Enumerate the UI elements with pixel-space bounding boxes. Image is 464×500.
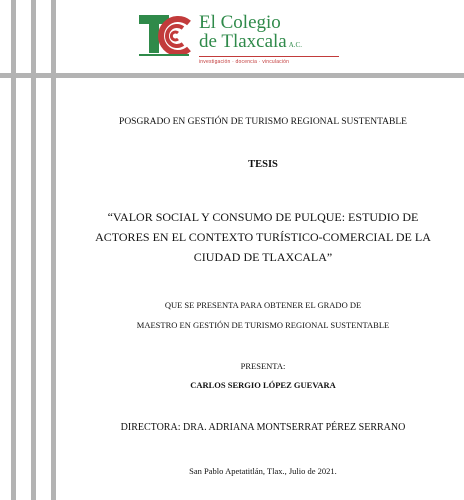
logo-tagline: investigación · docencia · vinculación [199, 59, 290, 65]
degree-purpose-line-2: MAESTRO EN GESTIÓN DE TURISMO REGIONAL SUSTENTABLE [136, 320, 390, 330]
decorative-horizontal-stripe [0, 73, 464, 78]
colegio-logo-text [199, 13, 349, 65]
logo-line-2-text: de Tlaxcala [199, 31, 287, 52]
director-name: DIRECTORA: DRA. ADRIANA MONTSERRAT PÉREZ SERRANO [120, 422, 406, 433]
logo-line-1: El Colegio [199, 12, 281, 33]
program-name: POSGRADO EN GESTIÓN DE TURISMO REGIONAL SUSTENTABLE [119, 117, 407, 127]
presenta-label: PRESENTA: [240, 361, 286, 371]
thesis-title-line: “VALOR SOCIAL Y CONSUMO DE PULQUE: ESTUDIO DE [107, 210, 419, 224]
thesis-title-line: CIUDAD DE TLAXCALA” [193, 250, 333, 264]
colegio-logo [137, 13, 347, 65]
place-and-date: San Pablo Apetatitlán, Tlax., Julio de 2021. [189, 466, 337, 476]
logo-line-2 [199, 32, 349, 55]
logo-suffix: A.C. [288, 41, 302, 49]
logo-rule [199, 56, 339, 57]
thesis-title-line: ACTORES EN EL CONTEXTO TURÍSTICO-COMERCIAL DE LA [95, 230, 431, 244]
thesis-title [62, 207, 464, 267]
document-type: TESIS [248, 159, 278, 170]
degree-purpose-line-1: QUE SE PRESENTA PARA OBTENER EL GRADO DE [164, 300, 362, 310]
author-name: CARLOS SERGIO LÓPEZ GUEVARA [190, 380, 336, 390]
colegio-logo-icon [137, 13, 193, 57]
